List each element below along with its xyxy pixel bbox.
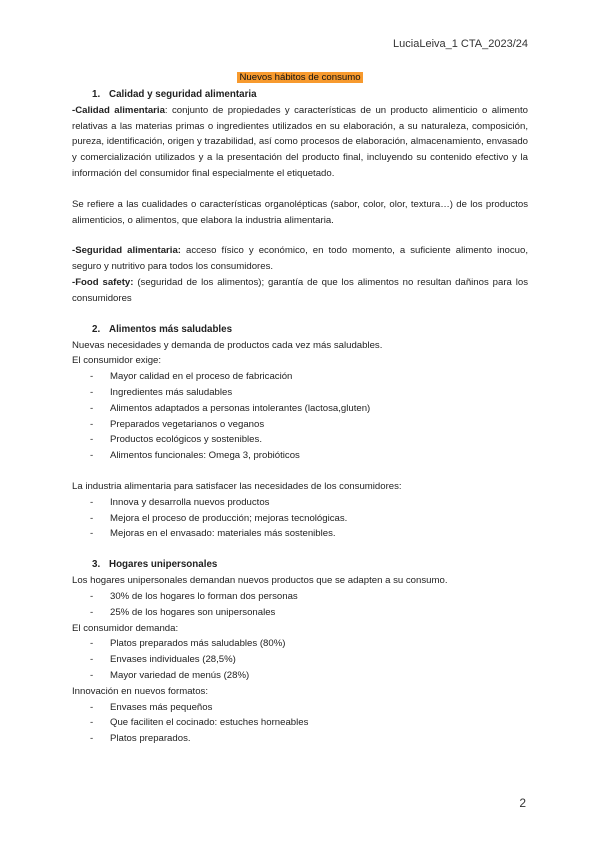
seguridad-definition [72, 243, 528, 275]
section-1-heading [72, 87, 528, 103]
innovacion-label: Innovación en nuevos formatos: [72, 685, 208, 697]
title-row [72, 70, 528, 86]
list-item: - Que faciliten el cocinado: estuches horneables [72, 715, 528, 731]
list-item: - Ingredientes más saludables [72, 385, 528, 401]
industria-list [72, 495, 528, 542]
food-safety-text: (seguridad de los alimentos); garantía de que los alimentos no resultan dañinos para los consumidores [72, 276, 528, 304]
list-item: - Mayor variedad de menús (28%) [72, 668, 528, 684]
calidad-term: -Calidad alimentaria [72, 104, 165, 116]
list-item: - Preparados vegetarianos o veganos [72, 417, 528, 433]
document-title: Nuevos hábitos de consumo [239, 72, 361, 83]
list-item: - Alimentos funcionales: Omega 3, probióticos [72, 448, 528, 464]
list-item: - Mejoras en el envasado: materiales más sostenibles. [72, 526, 528, 542]
innovacion-list [72, 700, 528, 747]
section-3-title: Hogares unipersonales [109, 559, 218, 571]
list-item: - Envases más pequeños [72, 700, 528, 716]
calidad-definition [72, 103, 528, 182]
section-2-number: 2. [92, 323, 101, 335]
section-2-intro: Nuevas necesidades y demanda de productos cada vez más saludables. [72, 339, 383, 351]
list-item: - Innova y desarrolla nuevos productos [72, 495, 528, 511]
list-item: - 25% de los hogares son unipersonales [72, 605, 528, 621]
section-2-title: Alimentos más saludables [109, 323, 233, 335]
list-item: - Mayor calidad en el proceso de fabricación [72, 369, 528, 385]
seguridad-text: acceso físico y económico, en todo momento, a suficiente alimento inocuo, seguro y nutritivo para todos los consumidores. [72, 245, 529, 273]
food-safety-definition [72, 275, 528, 307]
seguridad-term: -Seguridad alimentaria: [72, 245, 181, 257]
list-item: - Platos preparados más saludables (80%) [72, 636, 528, 652]
stats-list [72, 589, 528, 621]
list-item: - Platos preparados. [72, 731, 528, 747]
list-item: - Alimentos adaptados a personas intolerantes (lactosa,gluten) [72, 401, 528, 417]
section-3-heading [72, 557, 528, 573]
industria-label: La industria alimentaria para satisfacer las necesidades de los consumidores: [72, 480, 402, 492]
exige-label: El consumidor exige: [72, 355, 162, 367]
document-header-filename: LuciaLeiva_1 CTA_2023/24 [393, 38, 528, 50]
list-item: - 30% de los hogares lo forman dos personas [72, 589, 528, 605]
demanda-label: El consumidor demanda: [72, 622, 179, 634]
section-3-intro: Los hogares unipersonales demandan nuevos productos que se adapten a su consumo. [72, 575, 448, 587]
page-number: 2 [519, 796, 526, 811]
section-1-number: 1. [92, 88, 101, 100]
demanda-list [72, 636, 528, 683]
exige-list [72, 369, 528, 464]
section-1-title: Calidad y seguridad alimentaria [109, 88, 257, 100]
list-item: - Mejora el proceso de producción; mejoras tecnológicas. [72, 511, 528, 527]
food-safety-term: -Food safety: [72, 276, 134, 288]
section-2-heading [72, 322, 528, 338]
list-item: - Envases individuales (28,5%) [72, 652, 528, 668]
section-3-number: 3. [92, 559, 101, 571]
list-item: - Productos ecológicos y sostenibles. [72, 432, 528, 448]
calidad-text: : conjunto de propiedades y características de un producto alimenticio o alimento relativas a las materias primas o ingredientes utilizados en su elaboración, a su naturaleza, composición, pureza, identificación, origen y trazabilidad, así como procesos de elaboración, almacenamiento, envasado y comercialización utilizados y a la presentación del producto final, incluyendo su contenido efectivo y la información del consumidor final especialmente el etiquetado. [72, 104, 528, 179]
organolepticas-paragraph: Se refiere a las cualidades o características organolépticas (sabor, color, olor, textura…) de los productos alimenticios, o alimentos, que elabora la industria alimentaria. [72, 198, 528, 226]
document-body [72, 70, 528, 747]
